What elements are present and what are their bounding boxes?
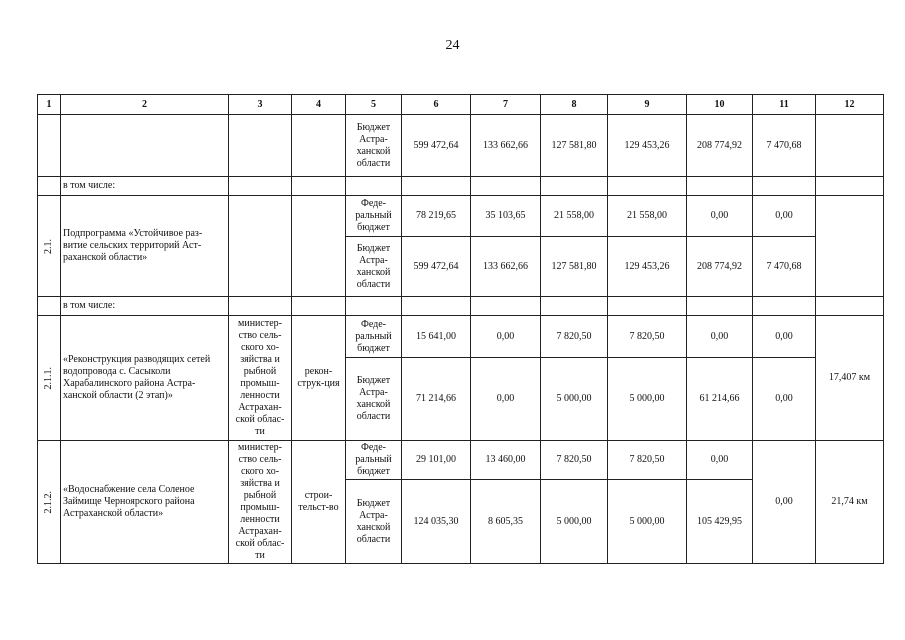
value-cell: 29 101,00 xyxy=(402,441,471,480)
header-cell: 5 xyxy=(346,95,402,115)
value-cell: 0,00 xyxy=(687,316,753,358)
value-cell: 5 000,00 xyxy=(608,480,687,564)
value-cell: 0,00 xyxy=(687,196,753,237)
executor: министер-ство сель-ского хо-зяйства и рыбной промыш-ленности Астрахан-ской облас-ти xyxy=(229,441,292,564)
header-cell: 4 xyxy=(292,95,346,115)
value-cell: 61 214,66 xyxy=(687,358,753,441)
result-cell: 21,74 км xyxy=(816,441,884,564)
table-row xyxy=(38,177,884,196)
value-cell: 5 000,00 xyxy=(541,358,608,441)
table-row xyxy=(38,196,884,237)
budget-table xyxy=(37,94,884,564)
value-cell: 208 774,92 xyxy=(687,115,753,177)
including-label: в том числе: xyxy=(61,177,229,196)
table-row xyxy=(38,316,884,358)
section-number: 2.1. xyxy=(43,238,54,254)
section-number: 2.1.2. xyxy=(43,490,54,514)
value-cell: 7 820,50 xyxy=(608,441,687,480)
value-cell: 5 000,00 xyxy=(541,480,608,564)
section-title: «Реконструкция разводящих сетей водопровода с. Сасыколи Харабалинского района Астра-ханской области (2 этап)» xyxy=(61,316,229,441)
value-cell: 0,00 xyxy=(471,316,541,358)
value-cell: 71 214,66 xyxy=(402,358,471,441)
table-row xyxy=(38,115,884,177)
work-type: строи-тельст-во xyxy=(292,441,346,564)
section-number-cell xyxy=(38,196,61,297)
table-row xyxy=(38,441,884,480)
header-cell: 11 xyxy=(753,95,816,115)
including-label: в том числе: xyxy=(61,297,229,316)
section-number-cell xyxy=(38,441,61,564)
value-cell: 0,00 xyxy=(753,358,816,441)
value-cell: 0,00 xyxy=(687,441,753,480)
header-cell: 9 xyxy=(608,95,687,115)
value-cell: 129 453,26 xyxy=(608,115,687,177)
header-cell: 2 xyxy=(61,95,229,115)
funding-source: Феде-ральный бюджет xyxy=(346,196,402,237)
value-cell: 599 472,64 xyxy=(402,115,471,177)
value-cell: 8 605,35 xyxy=(471,480,541,564)
value-cell: 208 774,92 xyxy=(687,237,753,297)
value-cell: 7 470,68 xyxy=(753,115,816,177)
value-cell: 133 662,66 xyxy=(471,237,541,297)
funding-source: Бюджет Астра-ханской области xyxy=(346,480,402,564)
header-cell: 7 xyxy=(471,95,541,115)
value-cell: 133 662,66 xyxy=(471,115,541,177)
value-cell: 35 103,65 xyxy=(471,196,541,237)
value-cell: 127 581,80 xyxy=(541,237,608,297)
value-cell: 0,00 xyxy=(471,358,541,441)
value-cell: 7 820,50 xyxy=(541,441,608,480)
header-cell: 8 xyxy=(541,95,608,115)
funding-source: Феде-ральный бюджет xyxy=(346,441,402,480)
section-number-cell xyxy=(38,316,61,441)
value-cell: 129 453,26 xyxy=(608,237,687,297)
value-cell: 7 470,68 xyxy=(753,237,816,297)
funding-source: Бюджет Астра-ханской области xyxy=(346,237,402,297)
value-cell: 21 558,00 xyxy=(608,196,687,237)
value-cell: 7 820,50 xyxy=(541,316,608,358)
value-cell: 0,00 xyxy=(753,441,816,564)
value-cell: 0,00 xyxy=(753,316,816,358)
section-number: 2.1.1. xyxy=(43,366,54,390)
value-cell: 0,00 xyxy=(753,196,816,237)
header-cell: 10 xyxy=(687,95,753,115)
funding-source: Бюджет Астра-ханской области xyxy=(346,115,402,177)
header-cell: 12 xyxy=(816,95,884,115)
table-row xyxy=(38,297,884,316)
value-cell: 599 472,64 xyxy=(402,237,471,297)
funding-source: Бюджет Астра-ханской области xyxy=(346,358,402,441)
value-cell: 124 035,30 xyxy=(402,480,471,564)
value-cell: 21 558,00 xyxy=(541,196,608,237)
header-cell: 1 xyxy=(38,95,61,115)
header-cell: 3 xyxy=(229,95,292,115)
section-title: Подпрограмма «Устойчивое раз-витие сельских территорий Аст-раханской области» xyxy=(61,196,229,297)
value-cell: 13 460,00 xyxy=(471,441,541,480)
header-cell: 6 xyxy=(402,95,471,115)
value-cell: 15 641,00 xyxy=(402,316,471,358)
header-row xyxy=(38,95,884,115)
funding-source: Феде-ральный бюджет xyxy=(346,316,402,358)
section-title: «Водоснабжение села Соленое Займище Черноярского района Астраханской области» xyxy=(61,441,229,564)
value-cell: 105 429,95 xyxy=(687,480,753,564)
executor: министер-ство сель-ского хо-зяйства и рыбной промыш-ленности Астрахан-ской облас-ти xyxy=(229,316,292,441)
value-cell: 7 820,50 xyxy=(608,316,687,358)
work-type: рекон-струк-ция xyxy=(292,316,346,441)
result-cell: 17,407 км xyxy=(816,316,884,441)
value-cell: 127 581,80 xyxy=(541,115,608,177)
page-number: 24 xyxy=(445,38,460,53)
value-cell: 5 000,00 xyxy=(608,358,687,441)
value-cell: 78 219,65 xyxy=(402,196,471,237)
